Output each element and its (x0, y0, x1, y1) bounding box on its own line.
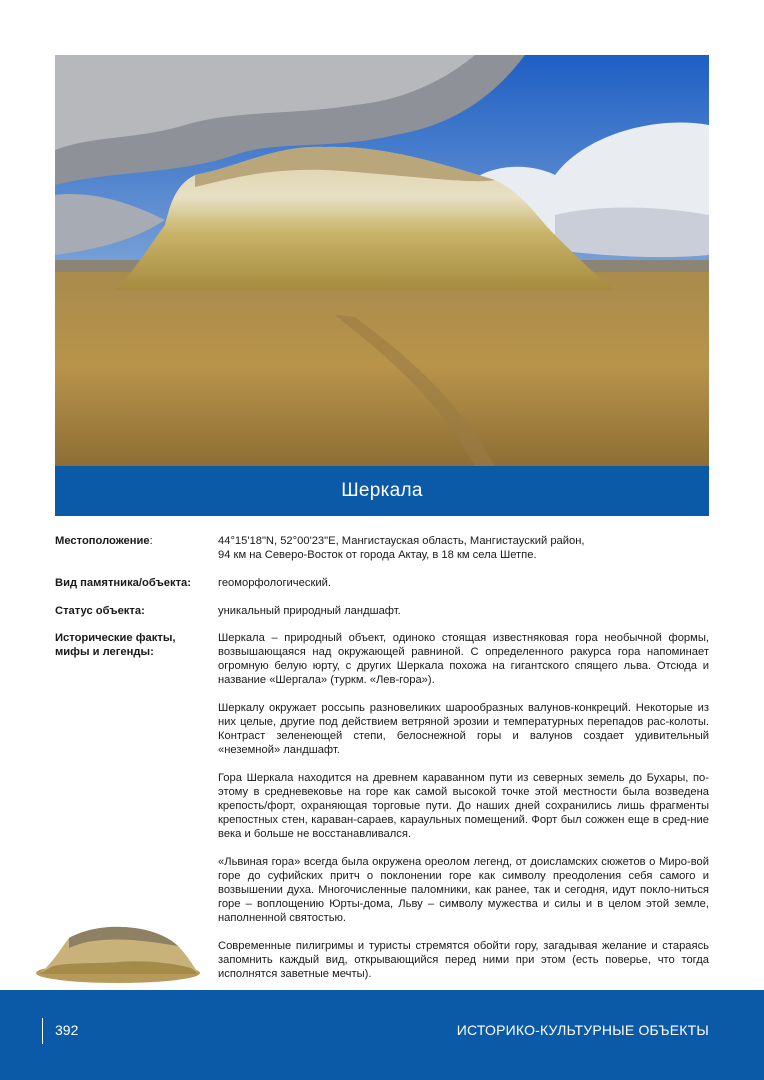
history-paragraph: Шеркала – природный объект, одиноко стоящая известняковая гора необычной формы, возвышающаяся над окружающей равниной. С определенного ракурса гора напоминает огромную белую юрту, с других Шеркала похожа на гигантского спящего льва. Отсюда и название «Шергала» (туркм. «Лев-гора»). (218, 632, 709, 686)
field-value-status: уникальный природный ландшафт. (218, 605, 401, 617)
field-value-location: 44°15'18"N, 52°00'23"E, Мангистауская область, Мангистауский район, 94 км на Северо-Восток от города Актау, в 18 км села Шетпе. (218, 535, 585, 561)
field-label-location: Местоположение: (55, 535, 153, 547)
field-value-history (218, 631, 709, 995)
mountain-photo-icon (55, 55, 709, 466)
history-paragraph: Гора Шеркала находится на древнем караванном пути из северных земель до Бухары, по-этому в средневековье на горе как самой высокой точке этой местности была возведена крепость/форт, охраняющая торговые пути. До наших дней сохранились лишь фрагменты крепостных стен, караван-сараев, караульных помещений. Форт был сожжен еще в сред-ние века и больше не восстанавливался. (218, 772, 709, 840)
page-number: 392 (55, 1022, 79, 1038)
history-paragraph: Шеркалу окружает россыпь разновеликих шарообразных валунов-конкреций. Некоторые из них целые, другие под действием ветряной эрозии и температурных перепадов рас-колоты. Контраст зеленеющей степи, белоснежной горы и валунов создает удивительный «неземной» ландшафт. (218, 702, 709, 756)
field-label-type: Вид памятника/объекта: (55, 577, 191, 589)
field-label-history: Исторические факты, мифы и легенды: (55, 632, 176, 658)
history-paragraph: Современные пилигримы и туристы стремятся обойти гору, загадывая желание и стараясь запомнить каждый вид, открывающийся перед ними при этом (есть поверье, что тогда исполнятся заветные мечты). (218, 940, 709, 980)
section-title: ИСТОРИКО-КУЛЬТУРНЫЕ ОБЪЕКТЫ (456, 1022, 709, 1038)
mountain-thumbnail (33, 918, 203, 986)
field-value-type: геоморфологический. (218, 577, 331, 589)
footer (0, 990, 764, 1080)
title-bar (55, 466, 709, 516)
footer-divider (42, 1018, 43, 1044)
history-paragraph: «Львиная гора» всегда была окружена ореолом легенд, от доисламских сюжетов о Миро-вой горе до суфийских притч о поклонении горе как символу преодоления себя самого и возвышении духа. Многочисленные паломники, как ранее, так и сегодня, идут покло-ниться горе – воплощению Юрты-дома, Льву – символу мужества и силы и в целом этой земле, наполненной святостью. (218, 856, 709, 924)
field-label-status: Статус объекта: (55, 605, 145, 617)
page-title: Шеркала (341, 480, 423, 501)
hero-photo (55, 55, 709, 466)
mountain-icon (33, 918, 203, 986)
